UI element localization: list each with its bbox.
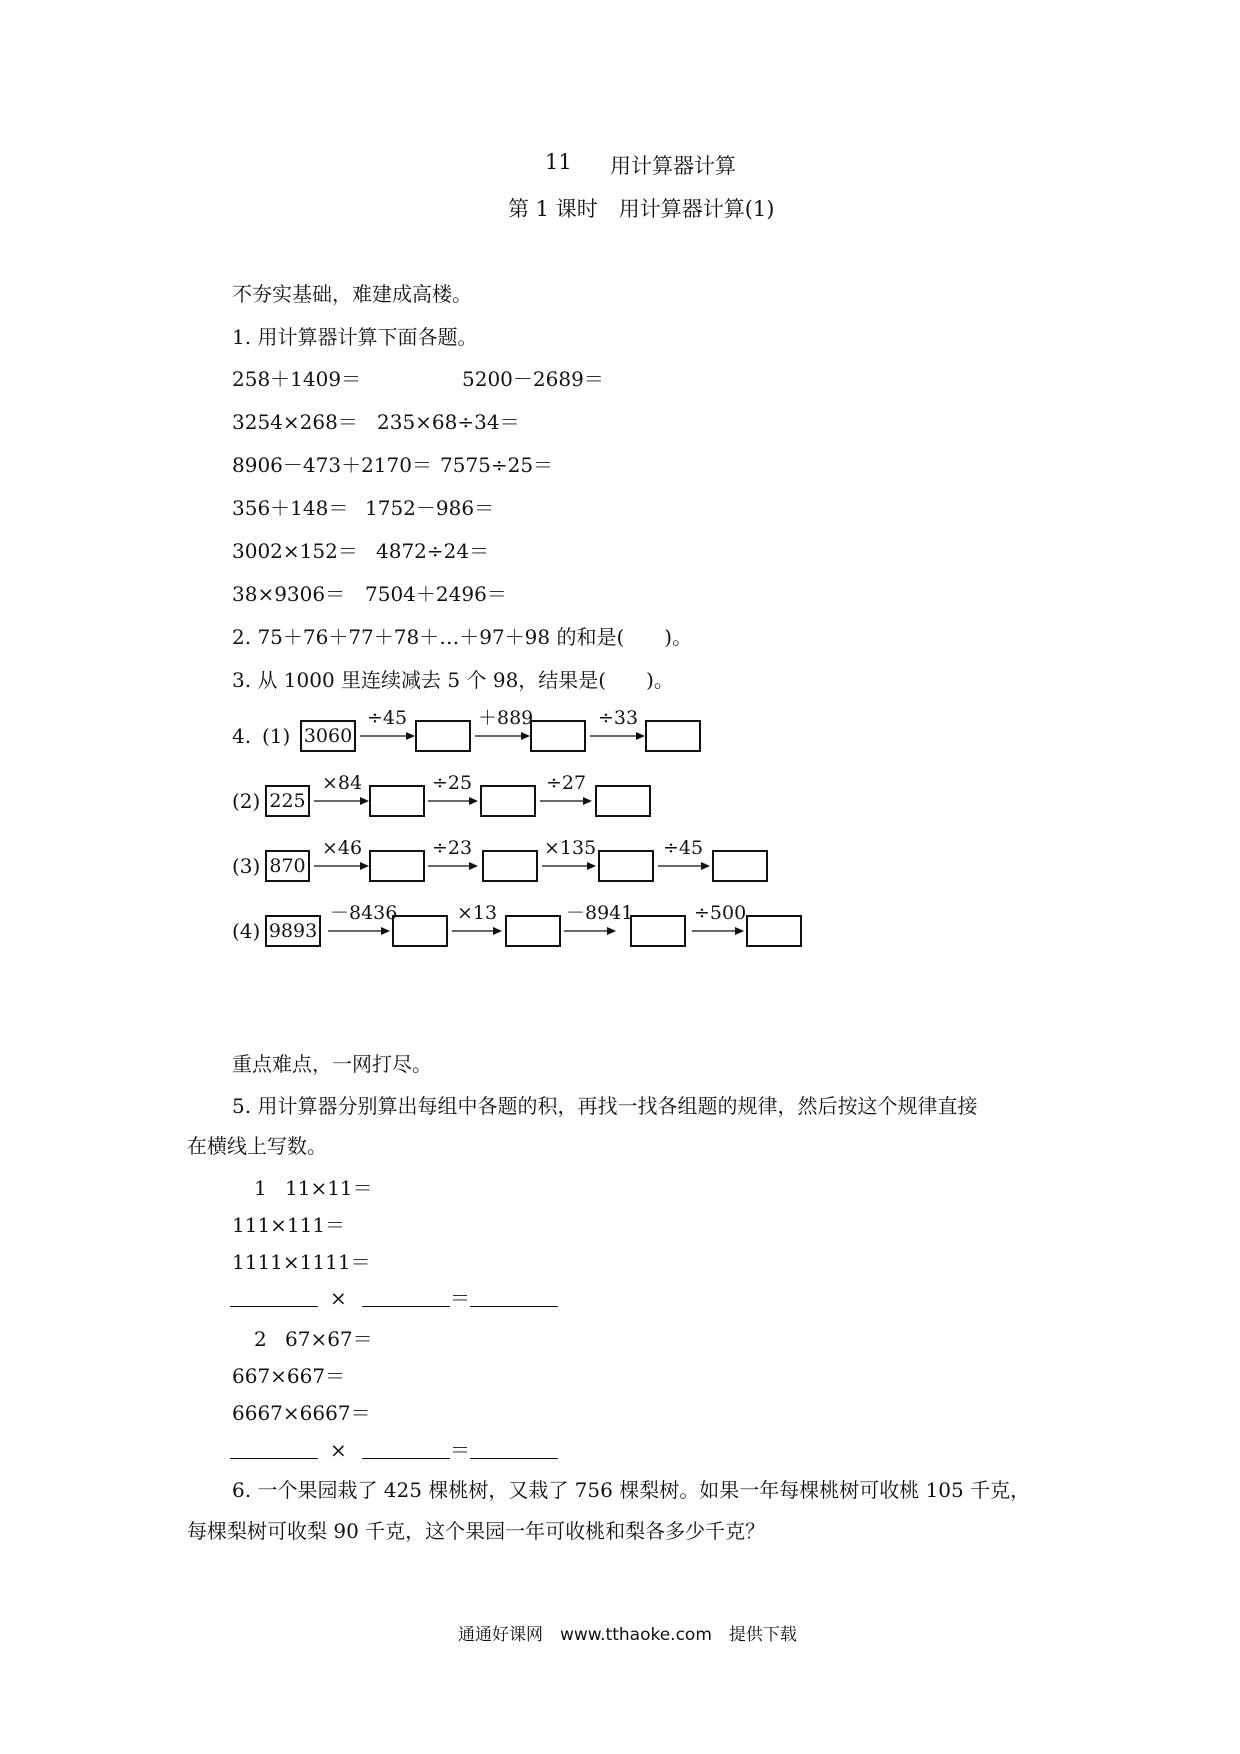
chain-4-op-3: －8941: [566, 902, 634, 924]
q5-group-2-blank-2[interactable]: [362, 1458, 450, 1459]
chain-1-arrow-3: [590, 731, 645, 741]
section-heading-key-points: 重点难点，一网打尽。: [232, 1052, 432, 1076]
chain-4-op-1: －8436: [330, 902, 398, 924]
q5-group-1-blank-1[interactable]: [230, 1306, 318, 1307]
chain-3-arrow-4: [658, 861, 710, 871]
q1-row-4-left: 356＋148＝: [232, 496, 349, 520]
chain-3-label: (3): [232, 854, 261, 878]
q5-group-1-line-1: 11×11＝: [285, 1176, 373, 1200]
q5-group-1-line-3: 1111×1111＝: [232, 1250, 371, 1274]
chain-4-answer-box-4[interactable]: [746, 915, 802, 947]
chain-2-arrow-2: [428, 796, 478, 806]
chain-2-op-3: ÷27: [546, 772, 587, 794]
q1-row-6-left: 38×9306＝: [232, 582, 346, 606]
q5-group-2-line-1: 67×67＝: [285, 1327, 373, 1351]
question-6-line-2: 每棵梨树可收梨 90 千克，这个果园一年可收桃和梨各多少千克？: [187, 1519, 766, 1543]
chain-4-arrow-2: [452, 926, 502, 936]
q1-row-6-right: 7504＋2496＝: [365, 582, 507, 606]
section-heading-basics: 不夯实基础，难建成高楼。: [232, 282, 472, 306]
chapter-number: 11: [545, 150, 572, 174]
question-5-prompt-line-2: 在横线上写数。: [187, 1134, 327, 1158]
q1-row-2-left: 3254×268＝: [232, 410, 358, 434]
question-4-prefix: 4.: [232, 724, 252, 748]
q5-group-2-equals: ＝: [450, 1438, 470, 1462]
chain-4-answer-box-2[interactable]: [505, 915, 561, 947]
chain-4-arrow-4: [692, 926, 744, 936]
q1-row-2-right: 235×68÷34＝: [377, 410, 520, 434]
chain-1-start-value: 3060: [303, 725, 353, 747]
chain-2-start-box: [265, 785, 310, 817]
q5-group-2-line-2: 667×667＝: [232, 1364, 346, 1388]
chain-1-answer-box-3[interactable]: [645, 720, 701, 752]
chain-3-start-value: 870: [269, 855, 306, 877]
chain-2-arrow-1: [314, 796, 369, 806]
chain-3-answer-box-1[interactable]: [369, 850, 425, 882]
chain-2-arrow-3: [540, 796, 592, 806]
chain-3-answer-box-3[interactable]: [598, 850, 654, 882]
chain-3-op-1: ×46: [322, 837, 363, 859]
chain-1-label: (1): [262, 724, 291, 748]
q1-row-1-right: 5200－2689＝: [462, 367, 604, 391]
chapter-title: 用计算器计算: [610, 154, 736, 178]
q5-group-2-line-3: 6667×6667＝: [232, 1401, 371, 1425]
chain-4-op-2: ×13: [457, 902, 498, 924]
chain-1-answer-box-2[interactable]: [530, 720, 586, 752]
chain-4-answer-box-1[interactable]: [392, 915, 448, 947]
chain-3-answer-box-4[interactable]: [712, 850, 768, 882]
chain-1-arrow-2: [475, 731, 530, 741]
chain-2-answer-box-2[interactable]: [480, 785, 536, 817]
chain-1-op-1: ÷45: [367, 707, 408, 729]
chain-3-arrow-3: [542, 861, 596, 871]
chain-4-start-value: 9893: [268, 920, 318, 942]
question-6-line-1: 6. 一个果园栽了 425 棵桃树，又栽了 756 棵梨树。如果一年每棵桃树可收桃 105 千克，: [232, 1478, 1031, 1502]
chain-2-start-value: 225: [269, 790, 306, 812]
q1-row-5-right: 4872÷24＝: [376, 539, 490, 563]
q5-group-1-times: ×: [330, 1286, 347, 1310]
chain-4-arrow-3: [564, 926, 616, 936]
lesson-title: 第 1 课时 用计算器计算(1): [508, 197, 775, 221]
question-1-prompt: 1. 用计算器计算下面各题。: [232, 325, 478, 349]
q1-row-5-left: 3002×152＝: [232, 539, 358, 563]
chain-4-answer-box-3[interactable]: [630, 915, 686, 947]
q5-group-2-times: ×: [330, 1438, 347, 1462]
q1-row-3-left: 8906－473＋2170＝: [232, 453, 432, 477]
q5-group-1-blank-2[interactable]: [362, 1306, 450, 1307]
chain-3-arrow-1: [314, 861, 369, 871]
q5-group-1-equals: ＝: [450, 1286, 470, 1310]
question-2: 2. 75＋76＋77＋78＋…＋97＋98 的和是( )。: [232, 625, 693, 649]
question-5-prompt-line-1: 5. 用计算器分别算出每组中各题的积，再找一找各组题的规律，然后按这个规律直接: [232, 1094, 978, 1118]
chain-2-answer-box-1[interactable]: [369, 785, 425, 817]
footer-credit: 通通好课网 www.tthaoke.com 提供下载: [458, 1625, 797, 1645]
chain-3-op-2: ÷23: [432, 837, 473, 859]
chain-4-op-4: ÷500: [694, 902, 747, 924]
q1-row-3-right: 7575÷25＝: [440, 453, 554, 477]
chain-4-start-box: [265, 915, 321, 947]
q1-row-4-right: 1752－986＝: [365, 496, 495, 520]
q1-row-1-left: 258＋1409＝: [232, 367, 362, 391]
chain-1-arrow-1: [360, 731, 415, 741]
chain-2-op-1: ×84: [322, 772, 363, 794]
chain-1-start-box: [300, 720, 356, 752]
chain-3-answer-box-2[interactable]: [482, 850, 538, 882]
q5-group-1-number: 1: [254, 1176, 267, 1200]
chain-4-arrow-1: [328, 926, 390, 936]
chain-1-op-3: ÷33: [598, 707, 639, 729]
q5-group-1-line-2: 111×111＝: [232, 1213, 346, 1237]
chain-1-answer-box-1[interactable]: [415, 720, 471, 752]
q5-group-2-number: 2: [254, 1327, 267, 1351]
question-3: 3. 从 1000 里连续减去 5 个 98，结果是( )。: [232, 668, 674, 692]
chain-2-op-2: ÷25: [432, 772, 473, 794]
chain-4-label: (4): [232, 919, 261, 943]
chain-3-op-3: ×135: [544, 837, 597, 859]
q5-group-2-blank-3[interactable]: [470, 1458, 558, 1459]
q5-group-1-blank-3[interactable]: [470, 1306, 558, 1307]
q5-group-2-blank-1[interactable]: [230, 1458, 318, 1459]
chain-1-op-2: ＋889: [478, 707, 534, 729]
chain-3-start-box: [265, 850, 310, 882]
chain-3-op-4: ÷45: [663, 837, 704, 859]
chain-2-answer-box-3[interactable]: [595, 785, 651, 817]
chain-2-label: (2): [232, 789, 261, 813]
chain-3-arrow-2: [428, 861, 478, 871]
